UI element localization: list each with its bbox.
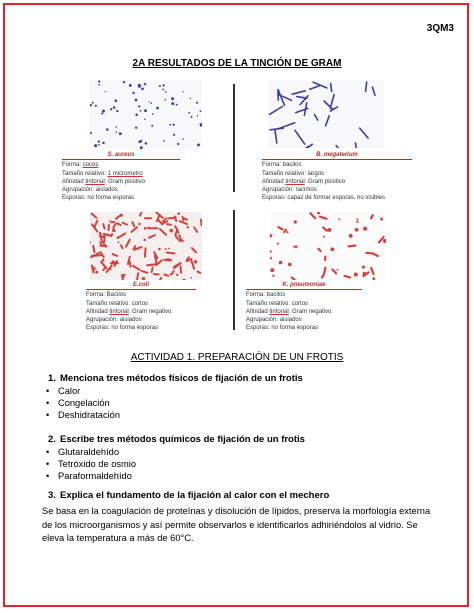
- cell-mark: [326, 116, 330, 126]
- cell-mark: [102, 259, 105, 262]
- agrupacion: Agrupación: aislados: [62, 187, 118, 194]
- cell-mark: [112, 229, 116, 233]
- cell-mark: [349, 246, 356, 247]
- cell-mark: [144, 227, 147, 230]
- cell-mark: [167, 224, 171, 225]
- cell-mark: [98, 140, 100, 142]
- cell-mark: [92, 267, 96, 271]
- cell-mark: [113, 254, 118, 256]
- cell-mark: [102, 110, 105, 113]
- cell-mark: [331, 84, 332, 92]
- agrupacion: Agrupación: aislados: [246, 317, 302, 324]
- cell-mark: [135, 114, 138, 117]
- cell-mark: [270, 268, 274, 272]
- cell-mark: [184, 218, 187, 219]
- cell-mark: [132, 227, 138, 232]
- cell-mark: [277, 243, 279, 245]
- cell-mark: [111, 233, 114, 236]
- cell-mark: [162, 89, 164, 91]
- cell-mark: [114, 99, 117, 102]
- agrupacion: Agrupación: racimos: [262, 187, 317, 194]
- cell-mark: [170, 273, 172, 275]
- cell-mark: [330, 247, 334, 251]
- column-divider-bottom: [233, 210, 235, 330]
- cell-mark: [182, 138, 184, 140]
- cell-mark: [94, 144, 97, 147]
- cell-mark: [135, 99, 138, 102]
- cell-mark: [270, 235, 271, 237]
- cell-mark: [297, 147, 308, 149]
- cell-mark: [144, 84, 146, 86]
- cell-mark: [92, 102, 94, 104]
- cell-mark: [123, 81, 125, 83]
- cell-mark: [141, 87, 144, 90]
- cell-mark: [116, 110, 118, 112]
- cell-mark: [117, 236, 119, 238]
- question-1: [48, 373, 303, 384]
- card-k-pneumoniae: K. pneumoniae Forma: bacilos Tamaño relativo: cortos Afinidad tintorial: Gram negativo Agrupación: aislados Esporas: no forma esporas: [246, 281, 362, 333]
- cell-mark: [383, 239, 386, 243]
- species-name: S. aureus: [62, 151, 180, 160]
- b-megaterium-bacilli-image: [268, 80, 384, 148]
- micrograph-b-megaterium: [268, 80, 384, 148]
- cell-mark: [142, 271, 148, 273]
- forma: Forma: Bacilos: [86, 292, 127, 299]
- cell-mark: [310, 213, 315, 218]
- cell-mark: [168, 248, 170, 250]
- cell-mark: [192, 248, 196, 252]
- tamano: Tamaño relativo: cortos: [86, 300, 149, 307]
- cell-mark: [113, 106, 116, 109]
- cell-mark: [132, 92, 134, 94]
- cell-mark: [177, 143, 179, 145]
- cell-mark: [363, 272, 367, 276]
- cell-mark: [379, 237, 384, 242]
- cell-mark: [338, 218, 340, 220]
- cell-mark: [103, 224, 104, 228]
- cell-mark: [138, 141, 141, 144]
- cell-mark: [270, 107, 283, 115]
- agrupacion: Agrupación: aislados: [86, 317, 142, 324]
- cell-mark: [192, 261, 195, 269]
- micrograph-s-aureus: [90, 80, 202, 150]
- cell-mark: [181, 267, 182, 273]
- cell-mark: [121, 275, 124, 278]
- cell-mark: [182, 91, 183, 92]
- cell-mark: [118, 241, 120, 243]
- question-2: [48, 434, 305, 445]
- cell-mark: [372, 253, 378, 256]
- cell-mark: [337, 269, 339, 271]
- esporas: Esporas: no forma esporas: [86, 325, 159, 332]
- cell-mark: [356, 221, 358, 223]
- cell-mark: [137, 273, 138, 279]
- cell-mark: [116, 126, 118, 128]
- cell-mark: [288, 263, 292, 267]
- cell-mark: [116, 131, 118, 133]
- cell-mark: [138, 223, 141, 226]
- cell-mark: [366, 82, 367, 91]
- cell-mark: [98, 84, 100, 86]
- question-text: Escribe tres métodos químicos de fijación de un frotis: [60, 434, 305, 445]
- cell-mark: [317, 212, 320, 214]
- cell-mark: [279, 261, 283, 265]
- cell-mark: [95, 221, 98, 227]
- cell-mark: [194, 228, 197, 232]
- cell-mark: [167, 253, 175, 254]
- cell-mark: [278, 227, 282, 229]
- e-coli-bacilli-image: [90, 212, 202, 280]
- esporas: Esporas: no forma esporas: [62, 195, 135, 202]
- cell-mark: [113, 224, 115, 228]
- cell-mark: [168, 218, 176, 219]
- cell-mark: [318, 249, 320, 251]
- cell-mark: [297, 97, 307, 99]
- cell-mark: [357, 218, 359, 220]
- cell-mark: [151, 125, 153, 127]
- cell-mark: [120, 214, 123, 217]
- k-pneumoniae-bacilli-image: [270, 212, 386, 280]
- bullet-icon: •: [46, 459, 50, 469]
- cell-mark: [173, 134, 175, 136]
- column-divider-top: [233, 84, 235, 192]
- cell-mark: [363, 227, 367, 231]
- cell-mark: [194, 260, 197, 263]
- cell-mark: [158, 248, 161, 251]
- cell-mark: [132, 222, 134, 226]
- cell-mark: [140, 212, 141, 215]
- cell-mark: [188, 112, 190, 114]
- cell-mark: [294, 220, 297, 223]
- forma: Forma: bacilos: [262, 162, 302, 169]
- cell-mark: [169, 124, 171, 126]
- tamano-value: 1 micrometro: [107, 170, 143, 177]
- cell-mark: [109, 268, 111, 270]
- cell-mark: [110, 108, 112, 110]
- cell-mark: [118, 233, 126, 238]
- cell-mark: [322, 275, 323, 278]
- cell-mark: [355, 228, 359, 232]
- cell-mark: [371, 215, 373, 218]
- cell-mark: [200, 110, 202, 112]
- cell-mark: [103, 268, 105, 271]
- cell-mark: [360, 128, 368, 138]
- bullet-icon: •: [46, 447, 50, 457]
- cell-mark: [272, 275, 274, 277]
- cell-mark: [275, 130, 277, 143]
- cell-mark: [191, 277, 193, 279]
- cell-mark: [163, 140, 165, 142]
- cell-mark: [183, 217, 184, 221]
- cell-mark: [354, 272, 358, 276]
- cell-mark: [190, 98, 191, 99]
- cell-mark: [196, 102, 198, 104]
- cell-mark: [292, 278, 297, 281]
- question-3: [48, 490, 330, 501]
- bullet-icon: •: [46, 410, 50, 420]
- cell-mark: [198, 272, 201, 274]
- cell-mark: [197, 143, 200, 146]
- cell-mark: [327, 228, 331, 232]
- cell-mark: [145, 248, 146, 257]
- s-aureus-cocci-image: [90, 80, 202, 150]
- cell-mark: [140, 146, 143, 149]
- cell-mark: [292, 91, 305, 94]
- cell-mark: [100, 233, 102, 235]
- cell-mark: [140, 110, 142, 112]
- cell-mark: [95, 271, 98, 274]
- cell-mark: [151, 102, 153, 104]
- cell-mark: [323, 228, 327, 231]
- cell-mark: [116, 216, 120, 219]
- cell-mark: [180, 221, 188, 224]
- question-number: 2.: [48, 434, 56, 445]
- cell-mark: [135, 247, 142, 249]
- species-name: B. megaterium: [262, 151, 412, 160]
- tamano: Tamaño relativo: largos: [262, 170, 325, 177]
- question-text: Menciona tres métodos físicos de fijación de un frotis: [60, 373, 303, 384]
- cell-mark: [197, 115, 198, 116]
- cell-mark: [320, 217, 327, 219]
- cell-mark: [171, 97, 174, 100]
- cell-mark: [177, 212, 180, 215]
- cell-mark: [101, 262, 107, 269]
- cell-mark: [172, 271, 173, 274]
- cell-mark: [187, 226, 189, 228]
- cell-mark: [147, 264, 155, 265]
- cell-mark: [295, 130, 305, 144]
- cell-mark: [119, 132, 122, 135]
- forma: Forma: bacilos: [246, 292, 286, 299]
- cell-mark: [144, 119, 146, 121]
- cell-mark: [121, 245, 123, 248]
- cell-mark: [102, 142, 104, 144]
- cell-mark: [173, 124, 175, 126]
- question-number: 1.: [48, 373, 56, 384]
- cell-mark: [165, 91, 167, 93]
- cell-mark: [148, 226, 150, 228]
- cell-mark: [181, 239, 184, 242]
- cell-mark: [304, 103, 306, 116]
- cell-mark: [138, 105, 140, 107]
- cell-mark: [324, 268, 326, 275]
- answer-item: • Calor: [46, 386, 81, 396]
- cell-mark: [160, 229, 166, 235]
- cell-mark: [98, 80, 100, 82]
- cell-mark: [178, 239, 181, 242]
- species-name: E.coli: [86, 281, 196, 290]
- activity-title: ACTIVIDAD 1. PREPARACIÓN DE UN FROTIS: [130, 352, 344, 363]
- answer-item: • Deshidratación: [46, 410, 121, 420]
- cell-mark: [130, 262, 131, 267]
- esporas: Esporas: no forma esporas: [246, 325, 319, 332]
- cell-mark: [345, 276, 351, 278]
- cell-mark: [126, 240, 130, 247]
- forma-value: cocos: [82, 162, 99, 169]
- cell-mark: [143, 239, 146, 242]
- cell-mark: [109, 220, 111, 222]
- cell-mark: [380, 218, 383, 221]
- cell-mark: [315, 115, 318, 120]
- cell-mark: [372, 277, 375, 280]
- cell-mark: [362, 266, 365, 269]
- cell-mark: [144, 109, 147, 112]
- cell-mark: [98, 144, 100, 146]
- esporas: Esporas: capaz de formar esporas, no visibles: [262, 195, 386, 202]
- cell-mark: [190, 116, 192, 118]
- question-number: 3.: [48, 490, 56, 501]
- cell-mark: [107, 234, 112, 236]
- cell-mark: [164, 275, 168, 276]
- answer-item: • Paraformaldehído: [46, 471, 132, 481]
- cell-mark: [371, 268, 373, 274]
- cell-mark: [123, 223, 127, 225]
- tamano: Tamaño relativo: cortos: [246, 300, 309, 307]
- cell-mark: [286, 231, 288, 233]
- cell-mark: [372, 87, 375, 95]
- cell-mark: [156, 107, 159, 110]
- cell-mark: [176, 104, 178, 106]
- cell-mark: [176, 274, 178, 276]
- cell-mark: [310, 86, 320, 89]
- card-e-coli: E.coli Forma: Bacilos Tamaño relativo: cortos Afinidad tintorial: Gram negativo Agrupación: aislados Esporas: no forma esporas: [86, 281, 196, 333]
- cell-mark: [152, 113, 154, 115]
- cell-mark: [145, 142, 148, 145]
- cell-mark: [90, 132, 92, 134]
- micrograph-e-coli: [90, 212, 202, 280]
- question-text: Explica el fundamento de la fijación al calor con el mechero: [60, 490, 330, 501]
- cell-mark: [201, 220, 202, 226]
- cell-mark: [332, 269, 336, 273]
- cell-mark: [323, 236, 325, 238]
- cell-mark: [270, 251, 271, 255]
- cell-mark: [93, 246, 94, 252]
- answer-item: • Tetróxido de osmio: [46, 459, 137, 469]
- cell-mark: [179, 235, 181, 239]
- cell-mark: [117, 223, 121, 225]
- cell-mark: [135, 126, 137, 128]
- cell-mark: [157, 278, 162, 280]
- cell-mark: [163, 84, 165, 86]
- cell-mark: [100, 236, 104, 237]
- bullet-icon: •: [46, 471, 50, 481]
- cell-mark: [165, 248, 167, 250]
- bullet-icon: •: [46, 386, 50, 396]
- bullet-icon: •: [46, 398, 50, 408]
- cell-mark: [336, 146, 343, 148]
- cell-mark: [284, 230, 286, 233]
- cell-mark: [92, 214, 97, 218]
- cell-mark: [101, 112, 103, 114]
- cell-mark: [142, 277, 145, 280]
- cell-mark: [176, 236, 178, 239]
- cell-mark: [138, 84, 141, 87]
- cell-mark: [164, 99, 166, 101]
- cell-mark: [100, 246, 106, 247]
- cell-mark: [171, 102, 174, 105]
- cell-mark: [105, 91, 106, 92]
- cell-mark: [159, 85, 161, 87]
- answer-item: • Glutaraldehído: [46, 447, 119, 457]
- cell-mark: [159, 221, 161, 223]
- cell-mark: [152, 267, 153, 272]
- answer-paragraph: Se basa en la coagulación de proteínas y disolución de lípidos, preserva la morfología externa de los microorganismos y así permite observarlos e identificarlos adhiriéndolos al vidrio. Se eleva la temperatura a más de 60°C.: [42, 506, 431, 543]
- cell-mark: [95, 105, 97, 107]
- cell-mark: [149, 235, 155, 238]
- cell-mark: [92, 255, 101, 256]
- micrograph-k-pneumoniae: [270, 212, 386, 280]
- cell-mark: [330, 95, 334, 109]
- card-b-megaterium: B. megaterium Forma: bacilos Tamaño relativo: largos Afinidad tintorial: Gram positivo Agrupación: racimos Esporas: capaz de formar esporas, no visibles: [262, 151, 412, 203]
- cell-mark: [200, 125, 202, 127]
- species-name: K. pneumoniae: [246, 281, 362, 290]
- cell-mark: [133, 266, 140, 270]
- document-code: 3QM3: [426, 23, 454, 34]
- cell-mark: [90, 104, 92, 106]
- cell-mark: [148, 101, 149, 102]
- cell-mark: [106, 128, 109, 131]
- cell-mark: [129, 84, 132, 87]
- card-s-aureus: S. aureus Forma: cocos Tamaño relativo: 1 micrometro Afinidad tintorial: Gram positivo Agrupación: aislados Esporas: no forma esporas: [62, 151, 180, 203]
- cell-mark: [270, 257, 272, 259]
- answer-item: • Congelación: [46, 398, 110, 408]
- page-title: 2A RESULTADOS DE LA TINCIÓN DE GRAM: [132, 58, 342, 69]
- cell-mark: [169, 229, 173, 233]
- cell-mark: [270, 128, 283, 130]
- cell-mark: [349, 234, 353, 238]
- cell-mark: [355, 143, 358, 148]
